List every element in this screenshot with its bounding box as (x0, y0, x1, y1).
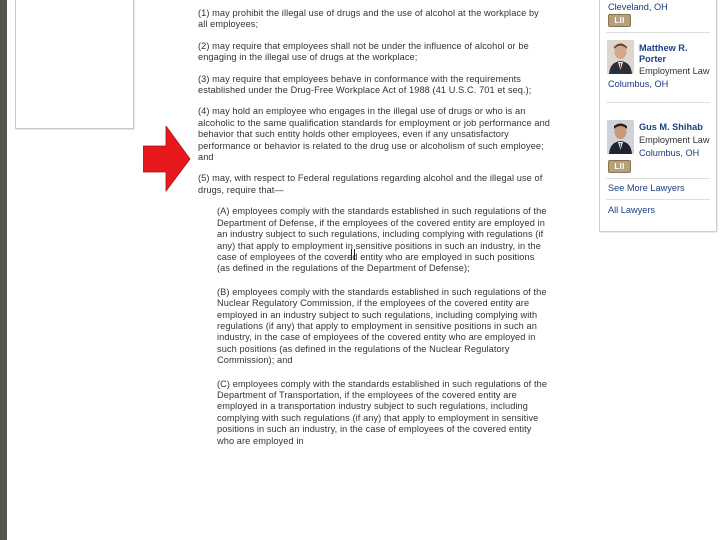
lawyer-photo[interactable] (607, 120, 634, 154)
all-lawyers-link[interactable]: All Lawyers (608, 205, 655, 215)
sidebar-divider (606, 102, 710, 103)
paragraph-5: (5) may, with respect to Federal regulations regarding alcohol and the illegal use of drugs, require that— (198, 173, 543, 195)
text-cursor-icon (351, 249, 355, 260)
lawyer-name-link[interactable]: Gus M. Shihab (639, 122, 703, 132)
statute-text (198, 8, 550, 459)
lawyer-name-link[interactable]: Matthew R. Porter (639, 43, 688, 64)
paragraph-2: (2) may require that employees shall not be under the influence of alcohol or be engaging in the illegal use of drugs at the workplace; (198, 40, 529, 63)
subparagraph-a: (A) employees comply with the standards established in such regulations of the Department of Defense, if the employees of the covered entity are employed in an industry subject to such regulations, including complying with regulations (if any) that apply to employment in sensitive positions in such an industry, in the case of employees of the covered entity who are employed in such positions (as defined in the regulations of the Department of Defense); (217, 206, 547, 274)
lii-badge[interactable]: LII (608, 14, 631, 27)
lawyer-specialty: Employment Law (639, 135, 710, 145)
paragraph-4: (4) may hold an employee who engages in the illegal use of drugs or who is an alcoholic to the same qualification standards for employment or job performance and behavior that such entity holds other employees, even if any unsatisfactory performance or behavior is related to the drug use or alcoholism of such employee; and (198, 106, 550, 163)
left-edge-strip (0, 0, 7, 540)
sidebar-divider (606, 178, 710, 179)
lawyer-sidebar (599, 0, 717, 232)
subparagraph-b: (B) employees comply with the standards established in such regulations of the Nuclear Regulatory Commission, if the employees of the covered entity are employed in an industry subject to such regulations, including complying with regulations (if any) that apply to employment in sensitive positions in such an industry, in the case of employees of the covered entity who are employed in such positions (as defined in the regulations of the Nuclear Regulatory Commission); and (217, 286, 547, 366)
lawyer-city: Columbus, OH (608, 79, 669, 89)
lawyer-city: Columbus, OH (639, 148, 700, 158)
subparagraph-c: (C) employees comply with the standards established in such regulations of the Department of Transportation, if the employees of the covered entity are employed in a transportation industry subject to such regulations, including complying with such regulations (if any) that apply to employment in sensitive positions in such an industry, in the case of employees of the covered entity who are employed in (217, 378, 548, 446)
lawyer-specialty: Employment Law (639, 66, 710, 76)
sidebar-divider (606, 32, 710, 33)
red-arrow-icon (143, 126, 191, 192)
sidebar-divider (606, 199, 710, 200)
see-more-lawyers-link[interactable]: See More Lawyers (608, 183, 685, 193)
paragraph-3: (3) may require that employees behave in conformance with the requirements established under the Drug-Free Workplace Act of 1988 (41 U.S.C. 701 et seq.); (198, 73, 532, 96)
top-lawyer-city: Cleveland, OH (608, 2, 668, 12)
paragraph-1: (1) may prohibit the illegal use of drugs and the use of alcohol at the workplace by all employees; (198, 8, 539, 30)
lawyer-photo[interactable] (607, 40, 634, 74)
left-panel-box (15, 0, 134, 129)
lii-badge[interactable]: LII (608, 160, 631, 173)
